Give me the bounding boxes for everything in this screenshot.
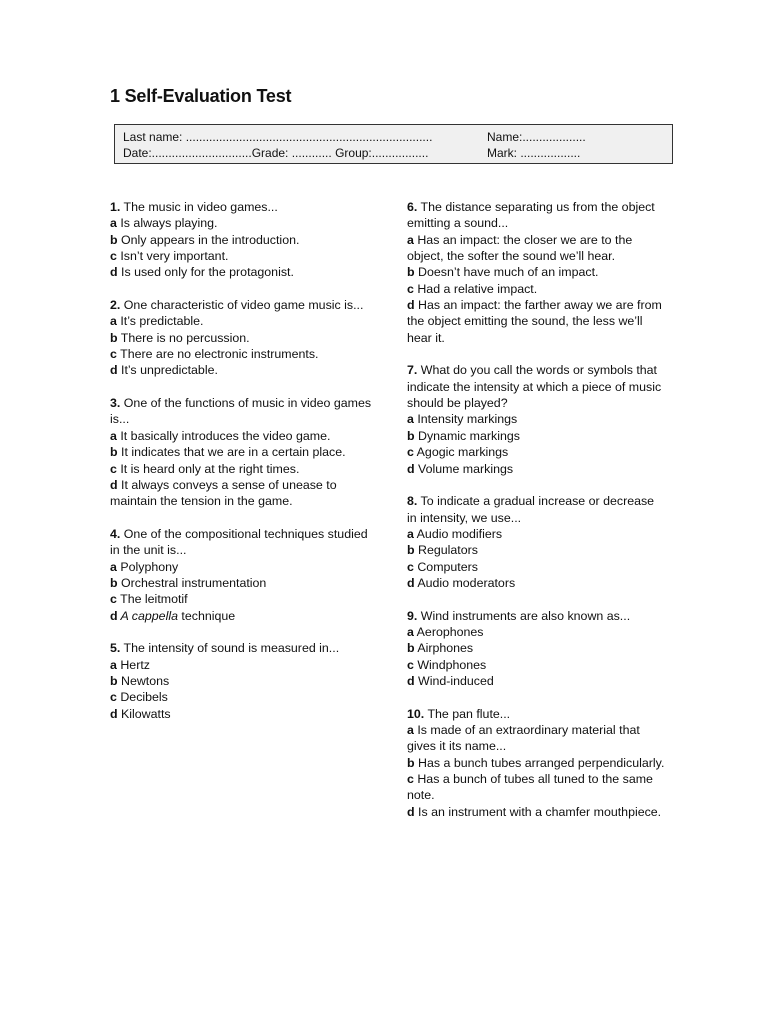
option-letter: b — [110, 673, 118, 688]
option-text: Has a bunch tubes arranged perpendicularly. — [414, 755, 665, 770]
option-c — [110, 689, 380, 705]
option-c — [407, 444, 667, 460]
question-text: The music in video games... — [120, 200, 278, 214]
option-c — [407, 281, 667, 297]
option-text: Is always playing. — [116, 216, 218, 231]
option-letter: c — [407, 559, 414, 574]
question-number: 2. — [110, 298, 121, 313]
option-letter: c — [110, 690, 117, 705]
option-a — [407, 232, 667, 265]
option-text: Audio modifiers — [413, 526, 503, 541]
option-b — [110, 673, 380, 689]
question-stem — [110, 526, 380, 559]
option-text: Only appears in the introduction. — [117, 232, 300, 247]
last-name-field: Last name: .......................................................................... — [123, 130, 433, 144]
option-d — [110, 608, 380, 624]
question-text: The distance separating us from the object emitting a sound... — [407, 200, 655, 231]
option-text: Audio moderators — [414, 575, 516, 590]
option-text: Has an impact: the farther away we are from the object emitting the sound, the less we’ll hear it. — [407, 298, 662, 345]
option-text: Doesn’t have much of an impact. — [414, 265, 599, 280]
option-letter: d — [407, 298, 415, 313]
option-letter: d — [407, 673, 415, 688]
option-letter: b — [110, 232, 118, 247]
question-text: The intensity of sound is measured in... — [120, 641, 340, 656]
option-letter: a — [110, 314, 117, 329]
question-number: 3. — [110, 396, 121, 411]
option-text: Dynamic markings — [414, 428, 520, 443]
option-b — [407, 264, 667, 280]
option-letter: b — [407, 265, 415, 280]
option-text: Newtons — [117, 673, 170, 688]
option-text: Is an instrument with a chamfer mouthpiece. — [414, 804, 662, 819]
option-letter: a — [110, 216, 117, 231]
option-letter: d — [110, 608, 118, 623]
question-number: 10. — [407, 706, 425, 721]
option-text: The leitmotif — [116, 592, 188, 607]
option-d — [110, 264, 380, 280]
option-a — [407, 526, 667, 542]
option-c — [407, 559, 667, 575]
option-text: Is used only for the protagonist. — [117, 265, 294, 280]
question-text: The pan flute... — [424, 706, 511, 721]
option-c — [110, 248, 380, 264]
option-c — [110, 346, 380, 362]
questions-column-left — [110, 199, 380, 738]
option-c — [407, 771, 667, 804]
question-number: 9. — [407, 608, 418, 623]
option-letter: b — [407, 543, 415, 558]
option-a — [407, 624, 667, 640]
option-text: It basically introduces the video game. — [116, 428, 331, 443]
option-letter: a — [110, 559, 117, 574]
option-b — [110, 444, 380, 460]
option-d — [110, 362, 380, 378]
option-letter: c — [407, 445, 414, 460]
option-a — [110, 313, 380, 329]
option-letter: b — [110, 445, 118, 460]
question-number: 4. — [110, 526, 121, 541]
question-number: 5. — [110, 641, 121, 656]
option-letter: d — [407, 575, 415, 590]
question-text: To indicate a gradual increase or decrease in intensity, we use... — [407, 494, 655, 525]
option-text: It always conveys a sense of unease to maintain the tension in the game. — [110, 477, 337, 509]
option-b — [407, 640, 667, 656]
date-grade-group-field: Date:..............................Grade: ............ Group:................. — [123, 146, 429, 160]
option-text: Orchestral instrumentation — [117, 575, 267, 590]
option-text: Windphones — [413, 657, 487, 672]
option-letter: b — [110, 330, 118, 345]
option-letter: c — [110, 249, 117, 264]
option-letter: a — [110, 428, 117, 443]
question-text: What do you call the words or symbols that indicate the intensity at which a piece of music should be played? — [407, 363, 662, 411]
question-stem — [407, 706, 667, 722]
option-text: Decibels — [116, 690, 168, 705]
option-a — [407, 411, 667, 427]
option-text: Has an impact: the closer we are to the object, the softer the sound we’ll hear. — [407, 232, 633, 264]
option-letter: b — [110, 575, 118, 590]
option-letter: d — [110, 477, 118, 492]
option-d — [407, 461, 667, 477]
questions-column-right — [407, 199, 667, 836]
question-number: 1. — [110, 200, 121, 214]
option-text: Wind-induced — [414, 673, 494, 688]
option-letter: a — [407, 412, 414, 427]
question-9 — [407, 608, 667, 690]
option-d — [407, 673, 667, 689]
option-letter: b — [407, 428, 415, 443]
option-text: Isn’t very important. — [116, 249, 229, 264]
question-7 — [407, 362, 667, 476]
option-text: Kilowatts — [117, 706, 171, 721]
question-text: One of the functions of music in video games is... — [110, 396, 372, 427]
option-text: Volume markings — [414, 461, 514, 476]
option-b — [407, 755, 667, 771]
option-letter: c — [110, 592, 117, 607]
option-letter: a — [407, 624, 414, 639]
question-5 — [110, 640, 380, 722]
option-text: Is made of an extraordinary material that gives it its name... — [407, 723, 640, 754]
question-4 — [110, 526, 380, 624]
question-6 — [407, 199, 667, 346]
option-text: It’s unpredictable. — [117, 363, 218, 378]
option-a — [110, 428, 380, 444]
option-b — [407, 542, 667, 558]
option-text-italic: A cappella — [117, 608, 178, 623]
option-d — [110, 706, 380, 722]
option-c — [110, 591, 380, 607]
question-8 — [407, 493, 667, 591]
question-stem — [110, 395, 380, 428]
question-text: Wind instruments are also known as... — [417, 608, 631, 623]
question-stem — [407, 362, 667, 411]
option-c — [110, 461, 380, 477]
option-letter: c — [407, 281, 414, 296]
option-d — [407, 297, 667, 346]
option-text: Polyphony — [116, 559, 179, 574]
question-stem — [110, 297, 380, 313]
option-text: Aerophones — [413, 624, 484, 639]
option-text: Had a relative impact. — [413, 281, 538, 296]
option-letter: b — [407, 641, 415, 656]
mark-field: Mark: .................. — [487, 146, 581, 160]
option-letter: d — [110, 265, 118, 280]
question-10 — [407, 706, 667, 820]
question-stem — [407, 608, 667, 624]
option-b — [110, 232, 380, 248]
option-letter: a — [407, 526, 414, 541]
option-letter: c — [110, 461, 117, 476]
option-d — [407, 575, 667, 591]
option-text: Intensity markings — [413, 412, 518, 427]
option-a — [110, 559, 380, 575]
option-letter: c — [407, 657, 414, 672]
option-letter: c — [110, 347, 117, 362]
option-text: Computers — [413, 559, 478, 574]
question-stem — [407, 199, 667, 232]
option-a — [110, 657, 380, 673]
option-letter: a — [407, 232, 414, 247]
question-stem — [110, 199, 380, 215]
question-text: One characteristic of video game music is... — [120, 298, 364, 313]
option-b — [407, 428, 667, 444]
option-text: Has a bunch of tubes all tuned to the same note. — [407, 772, 653, 803]
option-letter: d — [110, 706, 118, 721]
question-stem — [407, 493, 667, 526]
option-letter: d — [110, 363, 118, 378]
option-letter: d — [407, 461, 415, 476]
question-text: One of the compositional techniques studied in the unit is... — [110, 526, 368, 558]
option-c — [407, 657, 667, 673]
option-b — [110, 330, 380, 346]
option-b — [110, 575, 380, 591]
option-text: Airphones — [414, 641, 474, 656]
page-title: 1 Self-Evaluation Test — [110, 86, 292, 106]
question-number: 6. — [407, 200, 418, 214]
question-stem — [110, 640, 380, 656]
option-letter: b — [407, 755, 415, 770]
option-text: There are no electronic instruments. — [116, 347, 319, 362]
option-text: Regulators — [414, 543, 478, 558]
question-3 — [110, 395, 380, 509]
option-text: It’s predictable. — [116, 314, 204, 329]
option-letter: a — [407, 723, 414, 737]
option-a — [407, 722, 667, 755]
option-text: Agogic markings — [413, 445, 509, 460]
question-1 — [110, 199, 380, 281]
option-letter: a — [110, 657, 117, 672]
name-field: Name:................... — [487, 130, 586, 144]
question-number: 8. — [407, 494, 418, 509]
option-d — [407, 804, 667, 820]
option-text: There is no percussion. — [117, 330, 250, 345]
option-d — [110, 477, 380, 510]
option-letter: c — [407, 772, 414, 787]
option-text: It is heard only at the right times. — [116, 461, 300, 476]
option-text: It indicates that we are in a certain place. — [117, 445, 346, 460]
option-a — [110, 215, 380, 231]
student-info-box — [114, 124, 673, 164]
question-number: 7. — [407, 363, 418, 378]
question-2 — [110, 297, 380, 379]
option-letter: d — [407, 804, 415, 819]
option-text: Hertz — [116, 657, 150, 672]
option-text: technique — [177, 608, 236, 623]
